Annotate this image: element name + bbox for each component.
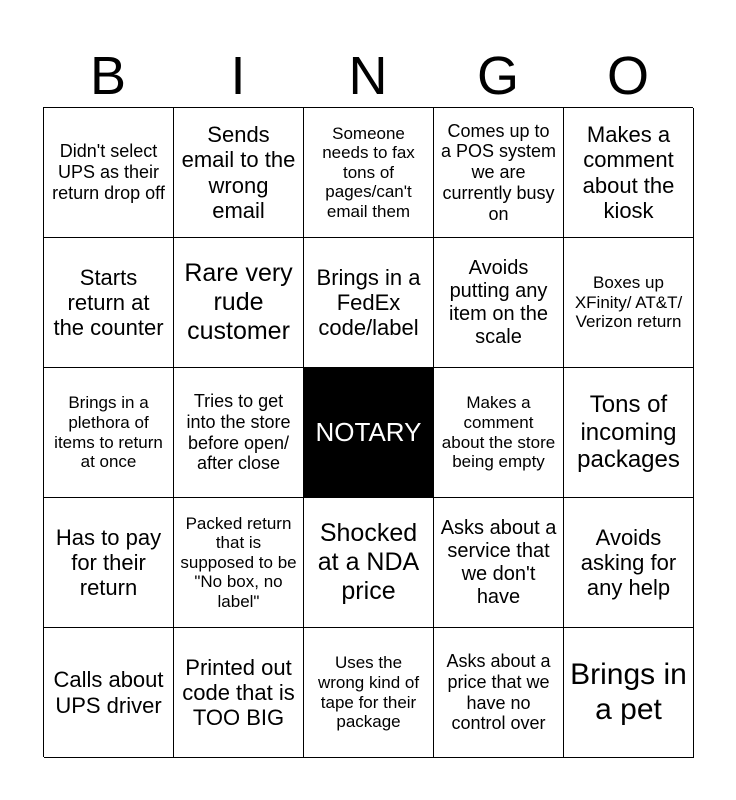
bingo-cell[interactable]: Didn't select UPS as their return drop off <box>44 108 174 238</box>
bingo-cell[interactable]: Makes a comment about the kiosk <box>564 108 694 238</box>
header-letter-i: I <box>230 46 246 106</box>
bingo-cell[interactable]: Boxes up XFinity/ AT&T/ Verizon return <box>564 238 694 368</box>
bingo-cell[interactable]: Comes up to a POS system we are currently busy on <box>434 108 564 238</box>
header-letter-b: B <box>89 46 127 106</box>
bingo-cell[interactable]: Shocked at a NDA price <box>304 498 434 628</box>
bingo-cell[interactable]: Brings in a FedEx code/label <box>304 238 434 368</box>
bingo-header <box>43 44 693 108</box>
bingo-cell[interactable]: Uses the wrong kind of tape for their package <box>304 628 434 758</box>
bingo-cell[interactable]: Asks about a price that we have no control over <box>434 628 564 758</box>
bingo-cell[interactable]: Brings in a pet <box>564 628 694 758</box>
header-letter-o: O <box>606 46 649 106</box>
bingo-cell[interactable]: Packed return that is supposed to be "No box, no label" <box>174 498 304 628</box>
bingo-cell[interactable]: Avoids putting any item on the scale <box>434 238 564 368</box>
bingo-grid <box>43 107 693 757</box>
bingo-cell[interactable]: Has to pay for their return <box>44 498 174 628</box>
bingo-cell[interactable]: Tons of incoming packages <box>564 368 694 498</box>
header-letter-n: N <box>348 46 388 106</box>
bingo-cell[interactable]: Someone needs to fax tons of pages/can't email them <box>304 108 434 238</box>
bingo-cell[interactable]: Brings in a plethora of items to return at once <box>44 368 174 498</box>
bingo-cell-free[interactable]: NOTARY <box>304 368 434 498</box>
bingo-cell[interactable]: Makes a comment about the store being empty <box>434 368 564 498</box>
bingo-cell[interactable]: Printed out code that is TOO BIG <box>174 628 304 758</box>
bingo-cell[interactable]: Calls about UPS driver <box>44 628 174 758</box>
bingo-cell[interactable]: Sends email to the wrong email <box>174 108 304 238</box>
bingo-cell[interactable]: Asks about a service that we don't have <box>434 498 564 628</box>
bingo-cell[interactable]: Rare very rude customer <box>174 238 304 368</box>
bingo-cell[interactable]: Avoids asking for any help <box>564 498 694 628</box>
bingo-cell[interactable]: Starts return at the counter <box>44 238 174 368</box>
header-letter-g: G <box>476 46 519 106</box>
bingo-cell[interactable]: Tries to get into the store before open/ after close <box>174 368 304 498</box>
